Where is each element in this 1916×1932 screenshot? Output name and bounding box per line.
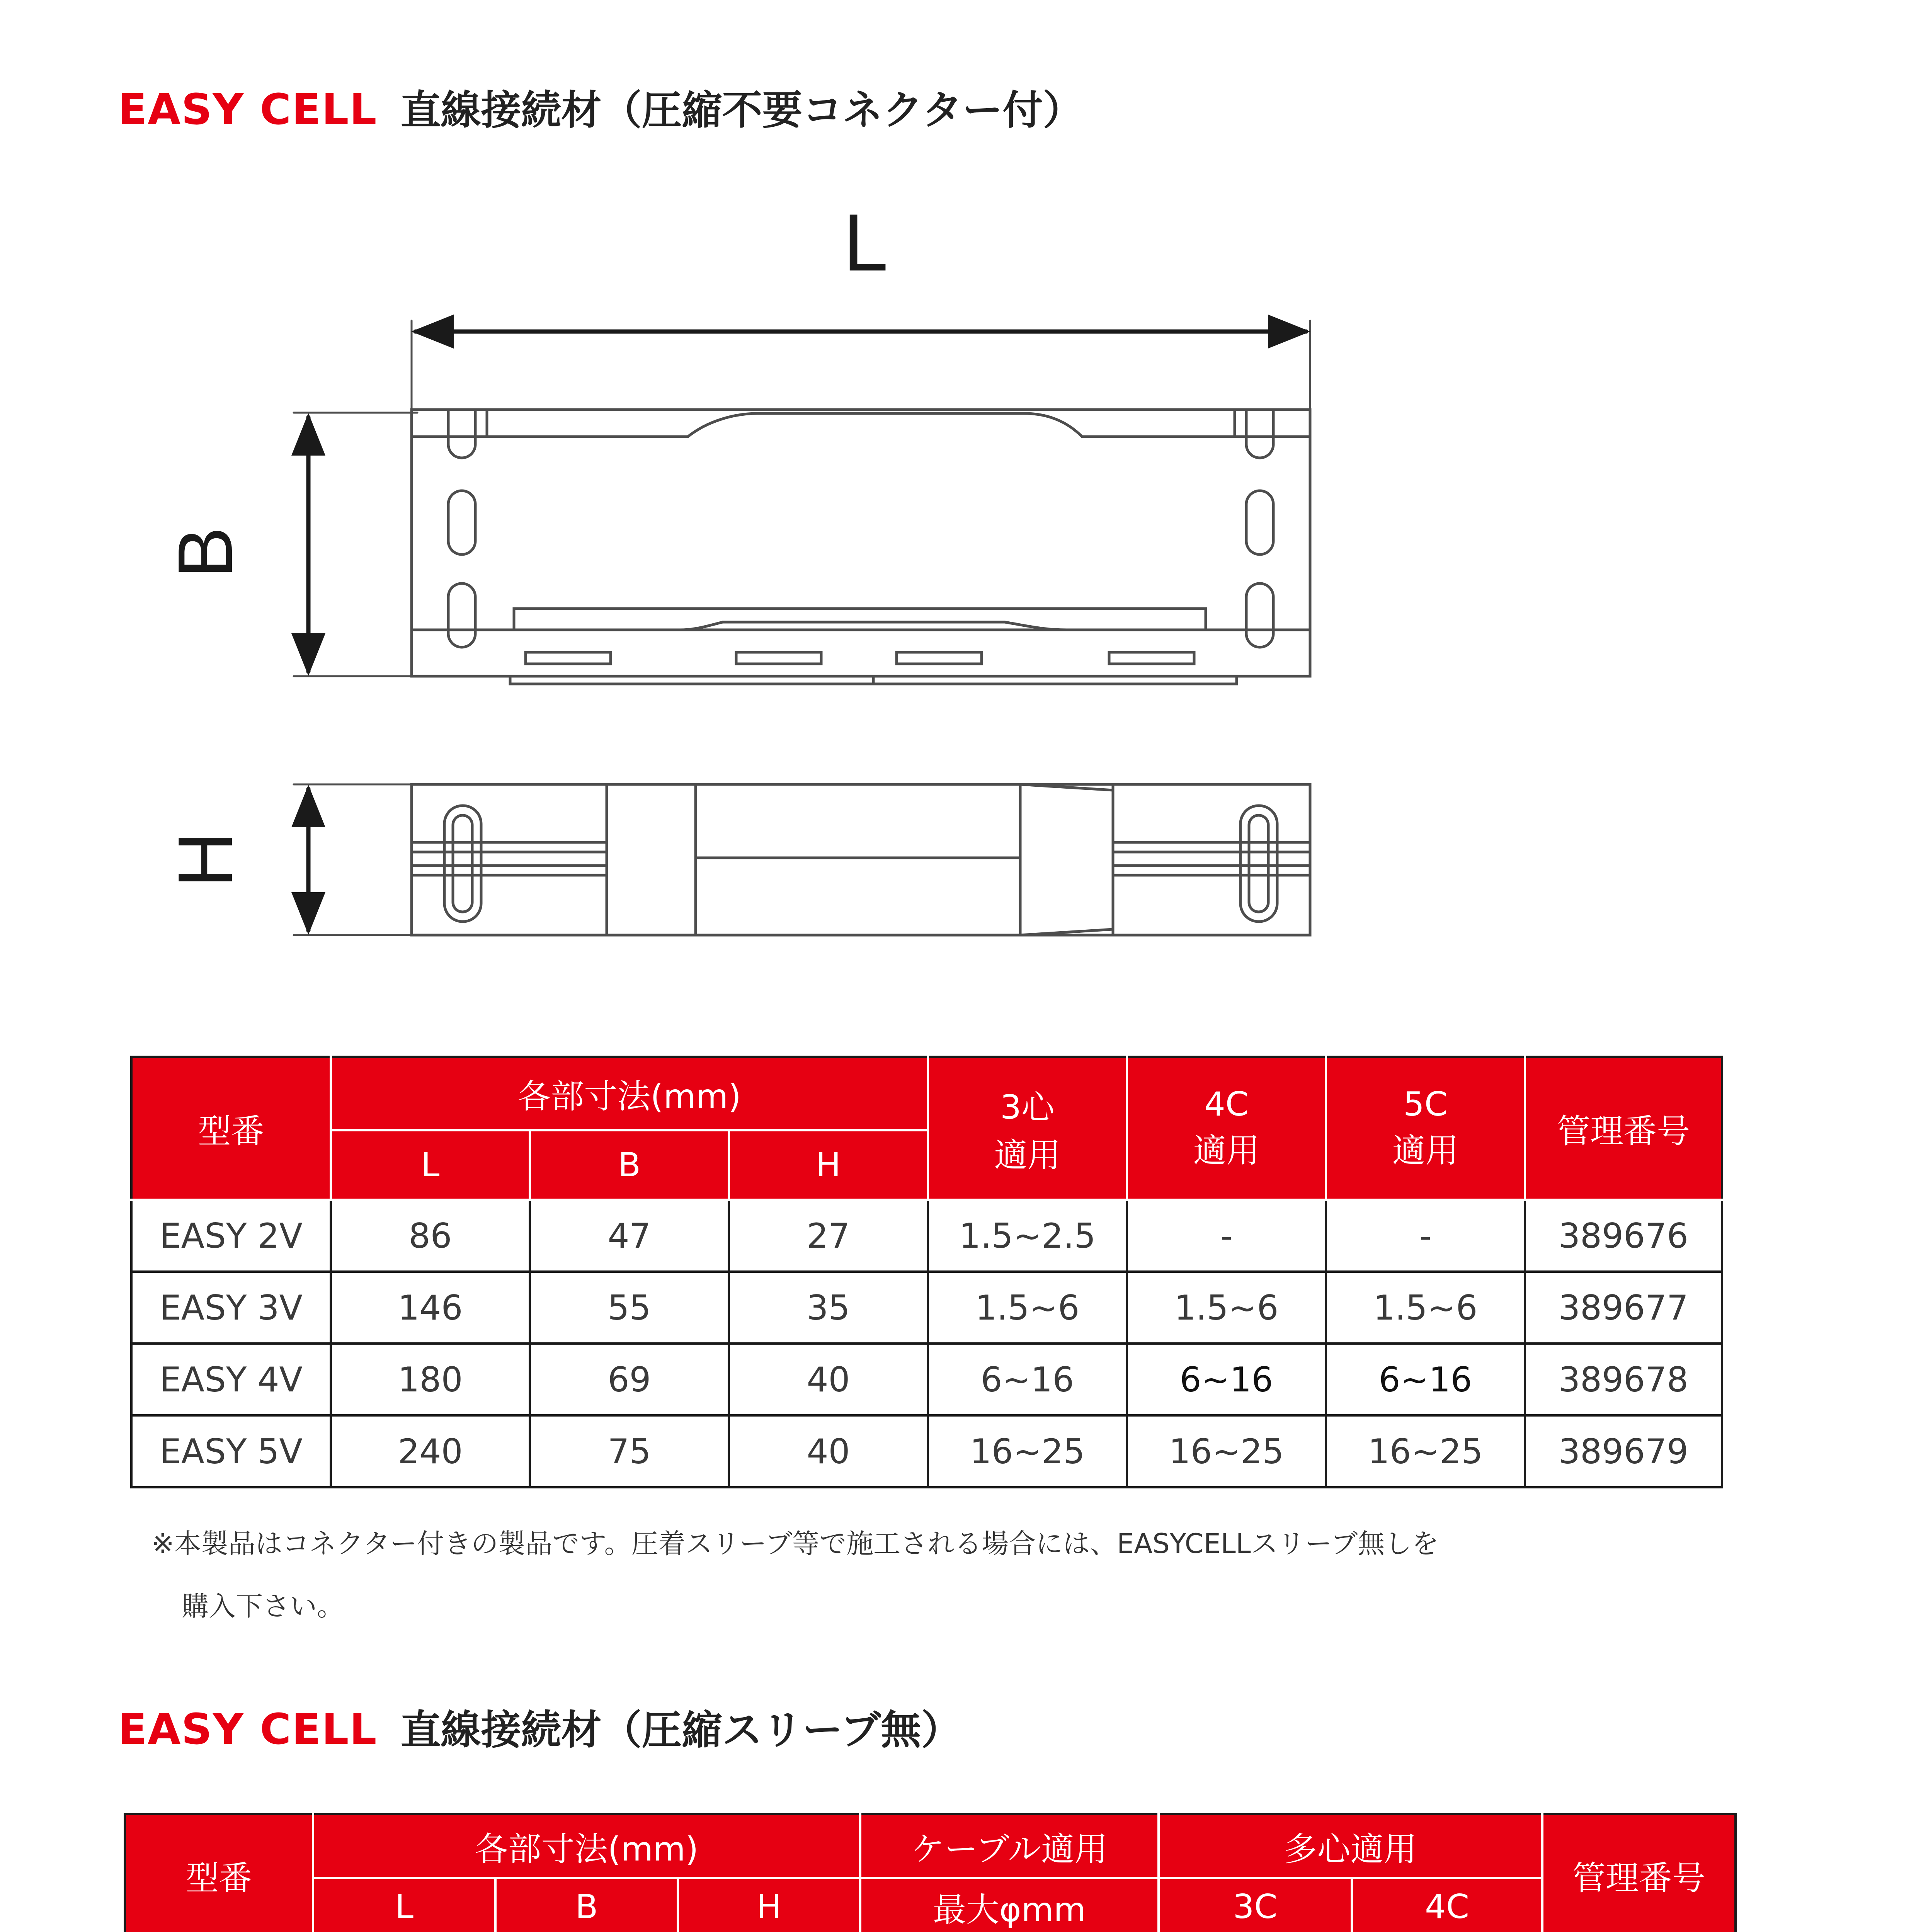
cell-4c: -: [1127, 1200, 1326, 1272]
section1-title: 直線接続材（圧縮不要コネクター付）: [400, 87, 1083, 134]
header-3core-line1: 3心: [1000, 1088, 1055, 1127]
header-h: H: [729, 1130, 928, 1200]
section1-note-line1: ※本製品はコネクター付きの製品です。圧着スリーブ等で施工される場合には、EASYCELLスリーブ無しを: [151, 1528, 1439, 1560]
header-3core-line2: 適用: [994, 1136, 1061, 1175]
spec-table-2: [124, 1813, 1737, 1932]
table-row: [131, 1344, 1722, 1415]
section2-brand: EASY CELL: [118, 1704, 378, 1754]
dimension-b-label: B: [162, 527, 248, 578]
cell-l: 146: [331, 1272, 530, 1344]
cell-h: 27: [729, 1200, 928, 1272]
cell-4c: 16~25: [1127, 1415, 1326, 1487]
side-view: [412, 784, 1310, 935]
dimension-b: [162, 413, 417, 676]
dimension-l-label: L: [843, 197, 888, 288]
header-5c-line2: 適用: [1392, 1131, 1459, 1170]
cell-l: 86: [331, 1200, 530, 1272]
header-4c: [1127, 1057, 1326, 1200]
section1-brand: EASY CELL: [118, 85, 378, 134]
cell-3core: 1.5~6: [928, 1272, 1127, 1344]
cell-model: EASY 5V: [131, 1415, 331, 1487]
table-row: [131, 1415, 1722, 1487]
cell-5c: 16~25: [1326, 1415, 1525, 1487]
table-row: [131, 1272, 1722, 1344]
header-3c: 3C: [1159, 1878, 1352, 1932]
cell-b: 55: [530, 1272, 729, 1344]
cell-b: 75: [530, 1415, 729, 1487]
header-code: 管理番号: [1525, 1057, 1722, 1200]
header-5c-line1: 5C: [1403, 1085, 1448, 1124]
header-5c: [1326, 1057, 1525, 1200]
cell-b: 69: [530, 1344, 729, 1415]
cell-l: 240: [331, 1415, 530, 1487]
header-4c-line2: 適用: [1193, 1131, 1260, 1170]
dimension-h-label: H: [162, 832, 248, 888]
cell-model: EASY 4V: [131, 1344, 331, 1415]
cell-5c: -: [1326, 1200, 1525, 1272]
section1-note-line2: 購入下さい。: [182, 1590, 344, 1622]
cell-3core: 1.5~2.5: [928, 1200, 1127, 1272]
cell-5c: 6~16: [1326, 1344, 1525, 1415]
header-code: 管理番号: [1542, 1814, 1736, 1932]
cell-code: 389678: [1525, 1344, 1722, 1415]
cell-3core: 16~25: [928, 1415, 1127, 1487]
header-cable: ケーブル適用: [860, 1814, 1159, 1878]
header-b: B: [495, 1878, 678, 1932]
table-row: [131, 1200, 1722, 1272]
dimension-l: [412, 197, 1310, 410]
header-dimensions: 各部寸法(mm): [313, 1814, 860, 1878]
header-model: 型番: [131, 1057, 331, 1200]
cell-4c: 1.5~6: [1127, 1272, 1326, 1344]
cell-model: EASY 2V: [131, 1200, 331, 1272]
cell-h: 40: [729, 1415, 928, 1487]
cell-4c: 6~16: [1127, 1344, 1326, 1415]
header-l: L: [313, 1878, 495, 1932]
cell-model: EASY 3V: [131, 1272, 331, 1344]
header-3core: [928, 1057, 1127, 1200]
header-cable-max: 最大φmm: [860, 1878, 1159, 1932]
top-view: [412, 410, 1310, 684]
cell-code: 389676: [1525, 1200, 1722, 1272]
cell-l: 180: [331, 1344, 530, 1415]
cell-h: 40: [729, 1344, 928, 1415]
header-model: 型番: [125, 1814, 313, 1932]
header-dimensions: 各部寸法(mm): [331, 1057, 928, 1130]
header-b: B: [530, 1130, 729, 1200]
cell-5c: 1.5~6: [1326, 1272, 1525, 1344]
cell-3core: 6~16: [928, 1344, 1127, 1415]
cell-b: 47: [530, 1200, 729, 1272]
header-multicore: 多心適用: [1159, 1814, 1542, 1878]
header-4c: 4C: [1352, 1878, 1542, 1932]
cell-h: 35: [729, 1272, 928, 1344]
section2-heading: [118, 1704, 961, 1754]
header-h: H: [678, 1878, 860, 1932]
section2-title: 直線接続材（圧縮スリーブ無）: [400, 1706, 961, 1753]
cell-code: 389677: [1525, 1272, 1722, 1344]
cell-code: 389679: [1525, 1415, 1722, 1487]
header-l: L: [331, 1130, 530, 1200]
header-4c-line1: 4C: [1204, 1085, 1249, 1124]
dimension-h: [162, 784, 417, 935]
spec-table-1: [130, 1056, 1723, 1488]
